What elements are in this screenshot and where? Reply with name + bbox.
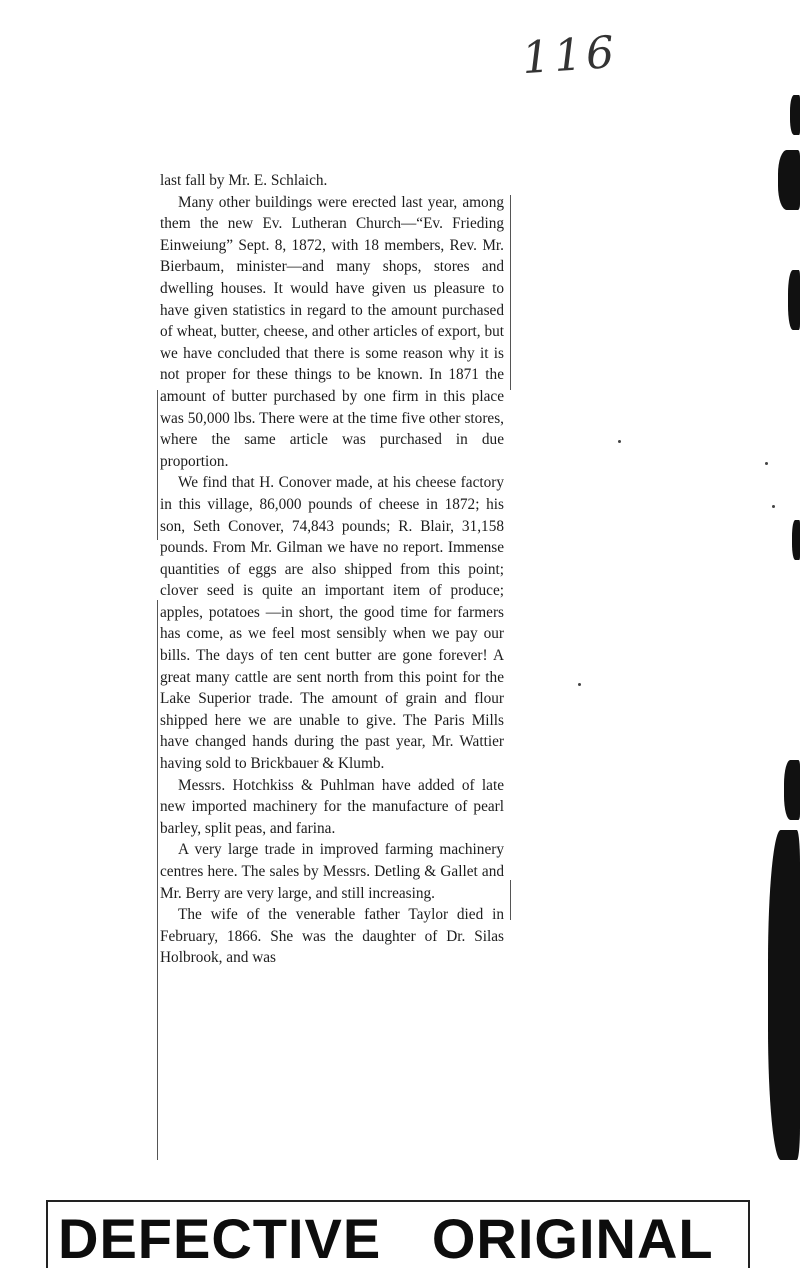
- article-column: [160, 170, 504, 969]
- paragraph: A very large trade in improved farming machinery centres here. The sales by Messrs. Detling & Gallet and Mr. Berry are very large, and still increasing.: [160, 841, 504, 902]
- scan-edge-shadow: [760, 0, 800, 1268]
- scan-speck: [578, 683, 581, 686]
- defective-original-stamp: [46, 1200, 750, 1268]
- page-number: 116: [520, 26, 620, 85]
- scan-speck: [772, 505, 775, 508]
- scan-speck: [765, 462, 768, 465]
- paragraph: We find that H. Conover made, at his cheese factory in this village, 86,000 pounds of cheese in 1872; his son, Seth Conover, 74,843 pounds; R. Blair, 31,158 pounds. From Mr. Gilman we have no report. Immense quantities of eggs are also shipped from this point; clover seed is quite an important item of produce; apples, potatoes —in short, the good time for farmers has come, as we feel most sensibly when we pay our bills. The days of ten cent butter are gone forever! A great many cattle are sent north from this point for the Lake Superior trade. The amount of grain and flour shipped here we are unable to give. The Paris Mills have changed hands during the past year, Mr. Wattier having sold to Brickbauer & Klumb.: [160, 474, 504, 773]
- stamp-label: DEFECTIVE ORIGINAL: [58, 1207, 714, 1268]
- paragraph: Many other buildings were erected last year, among them the new Ev. Lutheran Church—“Ev. Frieding Einweiung” Sept. 8, 1872, with 18 members, Rev. Mr. Bierbaum, minister—and many shops, stores and dwelling houses. It would have given us pleasure to have given statistics in regard to the amount purchased of wheat, butter, cheese, and other articles of export, but we have concluded that there is some reason why it is not proper for these things to be known. In 1871 the amount of butter purchased by one firm in this place was 50,000 lbs. There were at the time five other stores, where the same article was purchased in due proportion.: [160, 193, 504, 470]
- paragraph: Messrs. Hotchkiss & Puhlman have added of late new imported machinery for the manufacture of pearl barley, split peas, and farina.: [160, 776, 504, 837]
- scan-speck: [618, 440, 621, 443]
- paragraph: last fall by Mr. E. Schlaich.: [160, 172, 328, 189]
- paragraph: The wife of the venerable father Taylor died in February, 1866. She was the daughter of Dr. Silas Holbrook, and was: [160, 906, 504, 967]
- column-rule-right: [510, 880, 511, 920]
- column-rule-left: [157, 600, 158, 1160]
- column-rule-right: [510, 195, 511, 390]
- column-rule-left: [157, 390, 158, 540]
